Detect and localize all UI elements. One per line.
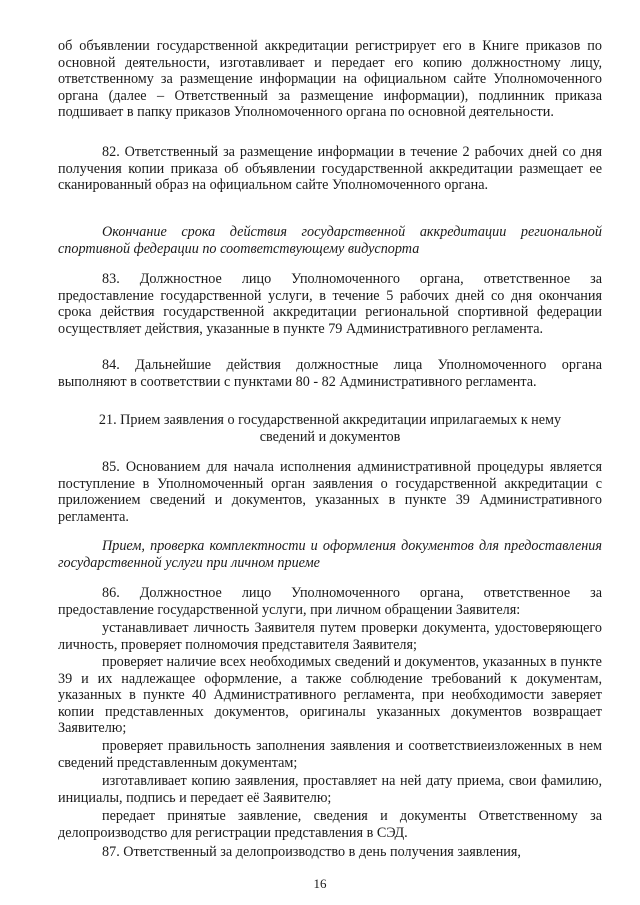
paragraph-87: 87. Ответственный за делопроизводство в день получения заявления, (102, 844, 521, 860)
paragraph-86-item-documents: проверяет наличие всех необходимых сведений и документов, указанных в пункте 39 и их надлежащее оформление, а также соблюдение требований к документам, указанных в пункте 40 Административного регламента, при необходимости заверяет копии представленных документов, оригиналы указанных документов возвращает Заявителю; (58, 654, 602, 737)
paragraph-86-item-identity: устанавливает личность Заявителя путем проверки документа, удостоверяющего личность, проверяет полномочия представителя Заявителя; (58, 620, 602, 653)
subheading-document-reception: Прием, проверка комплектности и оформления документов для предоставления государственной услуги при личном приеме (58, 538, 602, 571)
paragraph-86-item-application-check: проверяет правильность заполнения заявления и соответствиеизложенных в нем сведений представленным документам; (58, 738, 602, 771)
paragraph-86-item-copy: изготавливает копию заявления, проставляет на ней дату приема, свои фамилию, инициалы, подпись и передает её Заявителю; (58, 773, 602, 806)
paragraph-85: 85. Основанием для начала исполнения административной процедуры является поступление в Уполномоченный орган заявления о государственной аккредитации с приложением сведений и документов, указанных в пункте 39 Административного регламента. (58, 459, 602, 525)
section-heading-21: 21. Прием заявления о государственной аккредитации иприлагаемых к нему сведений и документов (98, 412, 562, 445)
paragraph-86-item-transfer: передает принятые заявление, сведения и документы Ответственному за делопроизводство для регистрации представления в СЭД. (58, 808, 602, 841)
paragraph-81-continued: об объявлении государственной аккредитации регистрирует его в Книге приказов по основной деятельности, изготавливает и передает его копию должностному лицу, ответственному за размещение информации на официальном сайте Уполномоченного органа (далее – Ответственный за размещение информации), подлинник приказа подшивает в папку приказов Уполномоченного органа по основной деятельности. (58, 38, 602, 121)
paragraph-86: 86. Должностное лицо Уполномоченного органа, ответственное за предоставление государственной услуги, при личном обращении Заявителя: (58, 585, 602, 618)
subheading-accreditation-expiry: Окончание срока действия государственной аккредитации региональной спортивной федерации по соответствующему видуспорта (58, 224, 602, 257)
paragraph-82: 82. Ответственный за размещение информации в течение 2 рабочих дней со дня получения копии приказа об объявлении государственной аккредитации размещает ее сканированный образ на официальном сайте Уполномоченного органа. (58, 144, 602, 194)
paragraph-83: 83. Должностное лицо Уполномоченного органа, ответственное за предоставление государственной услуги, в течение 5 рабочих дней со дня окончания срока действия государственной аккредитации региональной спортивной федерации осуществляет действия, указанные в пункте 79 Административного регламента. (58, 271, 602, 337)
page-number: 16 (313, 876, 327, 891)
paragraph-84: 84. Дальнейшие действия должностные лица Уполномоченного органа выполняют в соответствии с пунктами 80 - 82 Административного регламента. (58, 357, 602, 390)
